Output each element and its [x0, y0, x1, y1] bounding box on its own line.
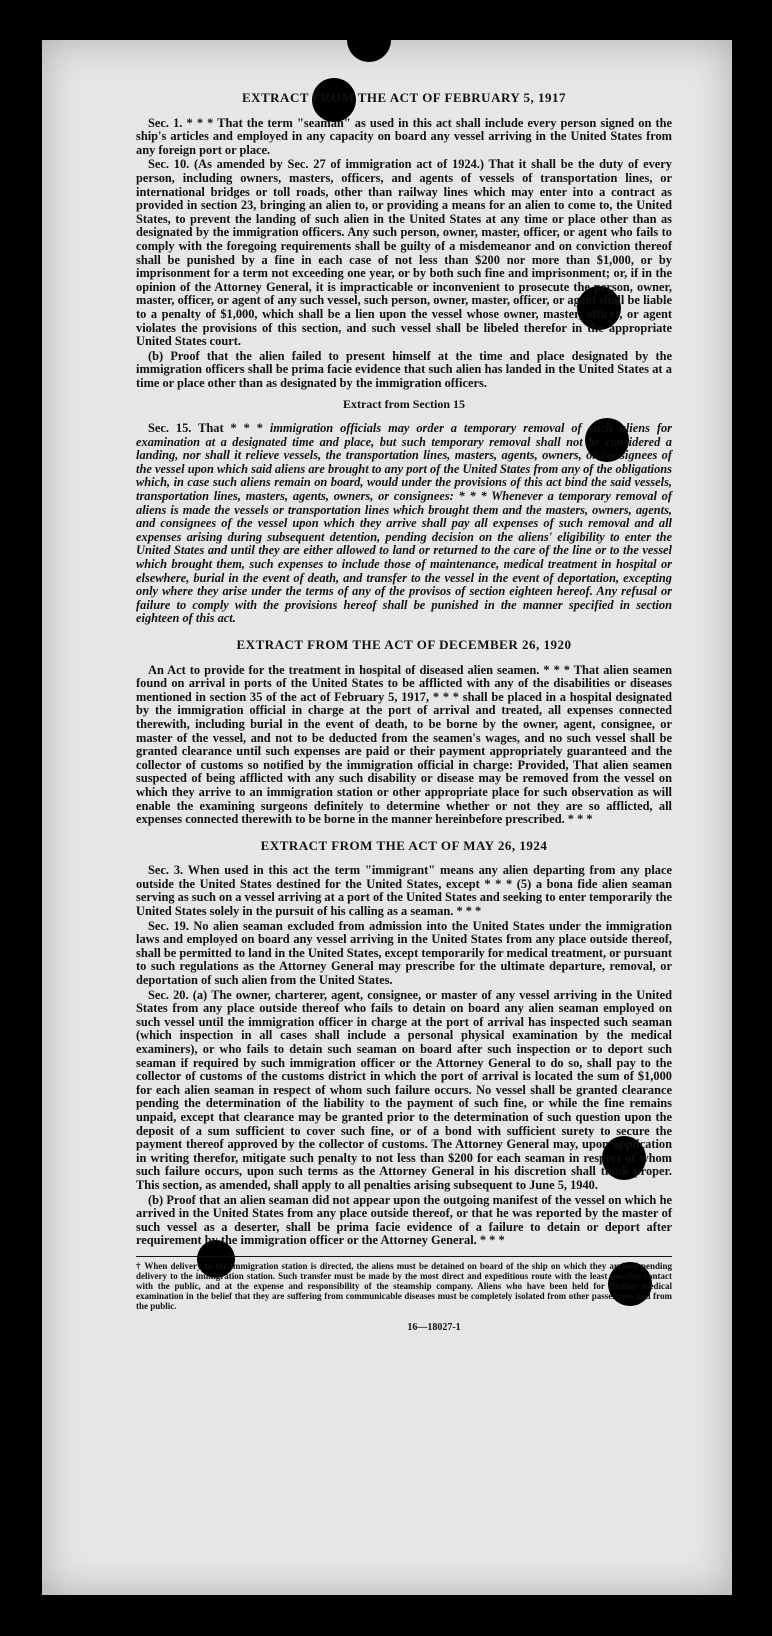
- section-1-paragraph: Sec. 1. * * * That the term "seaman" as used in this act shall include every person signed on the ship's articles and employed in any capacity on board any vessel arriving in the United States from any foreign port or place.: [136, 115, 672, 157]
- section-15-paragraph: [136, 422, 672, 626]
- section-10b-paragraph: (b) Proof that the alien failed to present himself at the time and place designated by the immigration officers shall be prima facie evidence that such alien has landed in the United States at a time or place other than as designated by the immigration officers.: [136, 348, 672, 390]
- section-20a-paragraph: Sec. 20. (a) The owner, charterer, agent, consignee, or master of any vessel arriving in the United States from any place outside thereof who fails to detain on board any alien seaman employed on such vessel until the immigration officer in charge at the port of arrival has inspected such seaman (which inspection in all cases shall include a personal physical examination by the medical examiners), or who fails to detain such seaman on board after such inspection or to deport such seaman if required by such immigration officer or the Attorney General to do so, shall pay to the collector of customs of the customs district in which the port of arrival is located the sum of $1,000 for each alien seaman in respect of whom such failure occurs. No vessel shall be granted clearance pending the determination of the liability to the payment of such fine, or while the fine remains unpaid, except that clearance may be granted prior to the determination of such question upon the deposit of a sum sufficient to cover such fine, or of a bond with sufficient surety to secure the payment thereof approved by the collector of customs. The Attorney General may, upon application in writing therefor, mitigate such penalty to not less than $200 for each seaman in respect of whom such failure occurs, upon such terms as the Attorney General in his discretion shall think proper. This section, as amended, shall apply to all penalties arising subsequent to June 5, 1940.: [136, 987, 672, 1192]
- section-10-paragraph: Sec. 10. (As amended by Sec. 27 of immigration act of 1924.) That it shall be the duty of every person, including owners, masters, officers, and agents of vessels of transportation lines, or international bridges or toll roads, other than railway lines which may enter into a contract as provided in section 23, bringing an alien to, or providing a means for an alien to come to, the United States, to prevent the landing of such alien in the United States at any time or place other than as designated by the immigration officers. Any such person, owner, master, officer, or agent who fails to comply with the foregoing requirements shall be guilty of a misdemeanor and on conviction thereof shall be punished by a fine in each case of not less than $200 nor more than $1,000, or by imprisonment for a term not exceeding one year, or by both such fine and imprisonment; or, if in the opinion of the Attorney General, it is impracticable or inconvenient to prosecute the person, owner, master, officer, or agent of any such vessel, such person, owner, master, officer, or agent shall be liable to a penalty of $1,000, which shall be a lien upon the vessel whose owner, master, officer, or agent violates the provisions of this section, and such vessel shall be libeled therefor in the appropriate United States court.: [136, 157, 672, 349]
- section-19-paragraph: Sec. 19. No alien seaman excluded from admission into the United States under the immigration laws and employed on board any vessel arriving in the United States from any place outside thereof, shall be permitted to land in the United States, except temporarily for medical treatment, or pursuant to such regulations as the Attorney General may prescribe for the ultimate departure, removal, or deportation of such alien from the United States.: [136, 918, 672, 988]
- footnote: † When delivery to the immigration station is directed, the aliens must be detained on board of the ship on which they arrived pending delivery to the immigration station. Such transfer must be made by the most direct and expeditious route with the least possible contact with the public, and at the expense and responsibility of the steamship company. Aliens who have been held for further medical examination in the belief that they are suffering from communicable diseases must be completely isolated from other passengers and from the public.: [136, 1256, 672, 1311]
- section-15-lead: Sec. 15. That * * *: [148, 421, 270, 436]
- heading-act-1917: EXTRACT FROM THE ACT OF FEBRUARY 5, 1917: [241, 90, 567, 105]
- punch-hole-top: [347, 40, 391, 62]
- document-sheet: [42, 40, 732, 1595]
- section-15-italic: immigration officials may order a temporary removal of such aliens for examination at a designated time and place, but such temporary removal shall not be considered a landing, nor shall it relieve vessels, the transportation lines, masters, agents, owners, or consignees of the vessel upon which said aliens are brought to any port of the United States from any of the obligations which, in case such aliens remain on board, would under the provisions of this act bind the said vessels, transportation lines, masters, agents, owners, or consignees: * * * Whenever a temporary removal of aliens is made the vessels or transportation lines which brought them and the masters, owners, agents, and consignees of the vessel upon which they arrive shall pay all expenses of such removal and all expenses arising during subsequent detention, pending decision on the aliens' eligibility to enter the United States and until they are either allowed to land or returned to the care of the line or to the vessel which brought them, such expenses to include those of maintenance, medical treatment in hospital or elsewhere, burial in the event of death, and transfer to the vessel in the event of deportation, excepting only where they arise under the terms of any of the provisos of section eighteen hereof. Any refusal or failure to comply with the provisions hereof shall be punished in the manner specified in section eighteen of this act.: [136, 421, 672, 626]
- document-body: [136, 87, 672, 1335]
- heading-act-1920: EXTRACT FROM THE ACT OF DECEMBER 26, 1920: [236, 636, 572, 652]
- section-20b-paragraph: (b) Proof that an alien seaman did not appear upon the outgoing manifest of the vessel on which he arrived in the United States from any place outside thereof, or that he was reported by the master of such vessel as a deserter, shall be prima facie evidence of a failure to detain or deport after requirement by the immigration officer or the Attorney General. * * *: [136, 1192, 672, 1248]
- heading-act-1924: EXTRACT FROM THE ACT OF MAY 26, 1924: [260, 837, 548, 853]
- heading-section-15: Extract from Section 15: [342, 397, 466, 412]
- document-number: 16—18027-1: [407, 1321, 461, 1333]
- section-3-paragraph: Sec. 3. When used in this act the term "immigrant" means any alien departing from any place outside the United States destined for the United States, except * * * (5) a bona fide alien seaman serving as such on a vessel arriving at a port of the United States and seeking to enter temporarily the United States solely in the pursuit of his calling as a seaman. * * *: [136, 863, 672, 919]
- act-1920-paragraph: An Act to provide for the treatment in hospital of diseased alien seamen. * * * That alien seamen found on arrival in ports of the United States to be afflicted with any of the disabilities or diseases mentioned in section 35 of the act of February 5, 1917, * * * shall be placed in a hospital designated by the immigration official in charge at the port of arrival and treated, all expenses connected therewith, including burial in the event of death, to be borne by the owner, agent, consignee, or master of the vessel, and not to be deducted from the seamen's wages, and no such vessel shall be granted clearance until such expenses are paid or their payment appropriately guaranteed and the collector of customs so notified by the immigration official in charge: Provided, That alien seamen suspected of being afflicted with any such disability or disease may be removed from the vessel on which they arrive to an immigration station or other appropriate place for such observation as will enable the examining surgeons definitely to determine whether or not they are so afflicted, all expenses connected therewith to be borne in the manner hereinbefore prescribed. * * *: [136, 662, 672, 827]
